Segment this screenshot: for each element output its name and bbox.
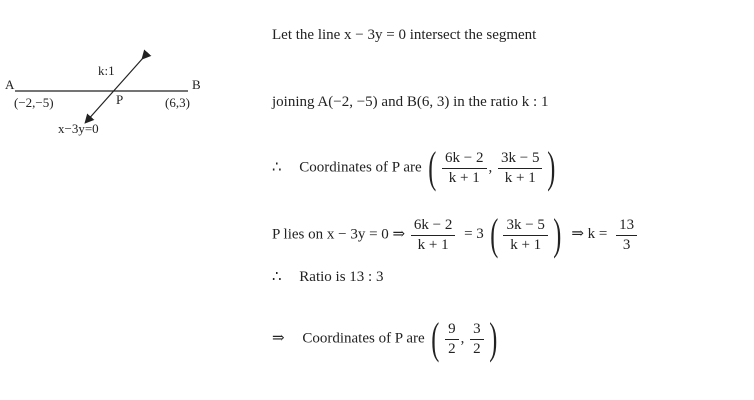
condition-text: P lies on x − 3y = 0 ⇒ [272,226,406,243]
coord-a: (−2,−5) [14,95,54,110]
fraction-lhs [411,216,455,255]
numerator: 6k − 2 [411,216,455,236]
numerator: 3 [470,320,484,340]
label-a: A [5,77,15,92]
diagram-lines [0,0,240,150]
right-paren: ) [547,143,556,192]
fraction-y [498,149,542,188]
denominator: k + 1 [448,169,480,186]
fraction-y [470,320,484,359]
solution-line-5 [272,267,383,287]
implies-k: ⇒ k = [571,226,608,243]
numerator: 3k − 5 [498,149,542,169]
solution-line-4 [272,210,639,259]
fraction-rhs [503,216,547,255]
comma: , [460,330,465,347]
fraction-x [442,149,486,188]
coords-text: Coordinates of P are [302,330,425,347]
numerator: 6k − 2 [442,149,486,169]
comma: , [488,159,493,176]
line-equation: x−3y=0 [58,121,99,136]
therefore-symbol: ∴ [272,269,282,285]
fraction-k [616,216,637,255]
numerator: 13 [616,216,637,236]
right-paren: ) [553,210,562,259]
left-paren: ( [490,210,499,259]
denominator: k + 1 [504,169,536,186]
label-p: P [116,92,124,107]
ratio-text: Ratio is 13 : 3 [299,269,384,285]
solution-line-3 [272,143,559,192]
denominator: 3 [622,236,631,253]
left-paren: ( [428,143,437,192]
implies-symbol: ⇒ [272,330,285,347]
fraction-x [445,320,459,359]
therefore-symbol: ∴ [272,159,282,176]
coords-text: Coordinates of P are [299,159,422,176]
denominator: 2 [448,340,456,357]
right-paren: ) [488,314,497,363]
denominator: k + 1 [510,236,542,253]
denominator: k + 1 [417,236,449,253]
coord-b: (6,3) [165,95,190,110]
numerator: 3k − 5 [503,216,547,236]
solution-line-1: Let the line x − 3y = 0 intersect the segment [272,27,537,43]
equals-three: = 3 [464,226,484,243]
solution-line-2: joining A(−2, −5) and B(6, 3) in the ratio k : 1 [272,94,549,110]
left-paren: ( [431,314,440,363]
numerator: 9 [445,320,459,340]
label-b: B [192,77,201,92]
ratio-label: k:1 [98,63,115,78]
solution-line-6 [272,314,500,363]
denominator: 2 [473,340,481,357]
